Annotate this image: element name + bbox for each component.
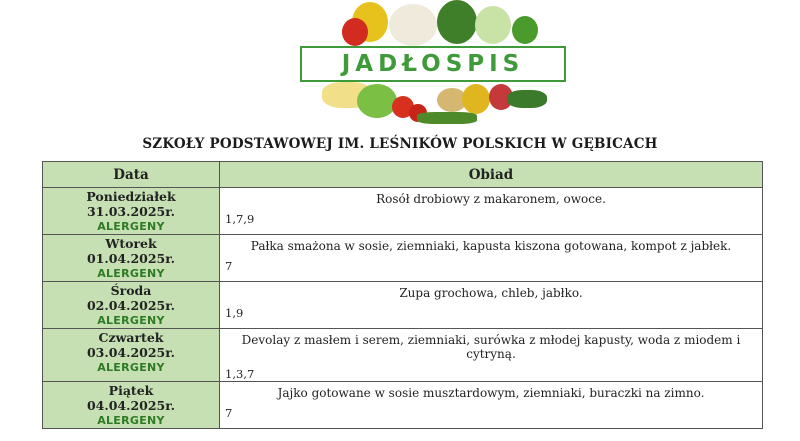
day-name: Środa [110,283,152,298]
meal-cell [220,282,763,329]
allergens-label: ALERGENY [97,361,165,374]
day-date: 01.04.2025r. [86,251,176,266]
vegetable-banner [297,0,569,132]
meal-cell [220,382,763,429]
day-date: 03.04.2025r. [86,345,176,360]
meal-cell [220,329,763,382]
allergen-codes: 1,9 [225,306,244,320]
school-subtitle: SZKOŁY PODSTAWOWEJ IM. LEŚNIKÓW POLSKICH W GĘBICACH [142,136,658,152]
header-meal: Obiad [220,162,763,188]
day-name: Piątek [108,383,154,398]
menu-title: JADŁOSPIS [341,51,525,77]
dish-text: Devolay z masłem i serem, ziemniaki, surówka z młodej kapusty, woda z miodem i cytryną. [241,333,741,361]
tomato-icon [342,18,368,46]
allergens-label: ALERGENY [97,267,165,280]
cucumber-icon [507,90,547,108]
table-row [43,188,763,235]
dish-text: Rosół drobiowy z makaronem, owoce. [376,192,606,206]
cauliflower-icon [389,4,437,46]
day-cell [43,382,220,429]
menu-title-box [300,46,566,82]
pepper-icon [512,16,538,44]
day-date: 04.04.2025r. [86,398,176,413]
lettuce-icon [357,84,397,118]
allergen-codes: 7 [225,406,233,420]
table-row [43,329,763,382]
day-name: Czwartek [98,330,164,345]
beans-icon [417,112,477,124]
day-name: Wtorek [105,236,157,251]
meal-cell [220,235,763,282]
day-date: 02.04.2025r. [86,298,176,313]
day-cell [43,235,220,282]
allergens-label: ALERGENY [97,414,165,427]
dish-text: Pałka smażona w sosie, ziemniaki, kapusta kiszona gotowana, kompot z jabłek. [250,239,732,253]
menu-table [42,161,763,429]
table-row [43,235,763,282]
allergen-codes: 7 [225,259,233,273]
allergen-codes: 1,3,7 [225,367,255,381]
broccoli-icon [437,0,477,44]
allergens-label: ALERGENY [97,220,165,233]
allergen-codes: 1,7,9 [225,212,255,226]
day-date: 31.03.2025r. [86,204,176,219]
day-name: Poniedziałek [86,189,176,204]
cabbage-icon [475,6,511,44]
table-row [43,282,763,329]
dish-text: Jajko gotowane w sosie musztardowym, ziemniaki, buraczki na zimno. [277,386,705,400]
table-row [43,382,763,429]
day-cell [43,282,220,329]
dish-text: Zupa grochowa, chleb, jabłko. [399,286,583,300]
allergens-label: ALERGENY [97,314,165,327]
table-header-row [43,162,763,188]
day-cell [43,188,220,235]
header-date: Data [43,162,220,188]
day-cell [43,329,220,382]
pepper-icon [462,84,490,114]
meal-cell [220,188,763,235]
